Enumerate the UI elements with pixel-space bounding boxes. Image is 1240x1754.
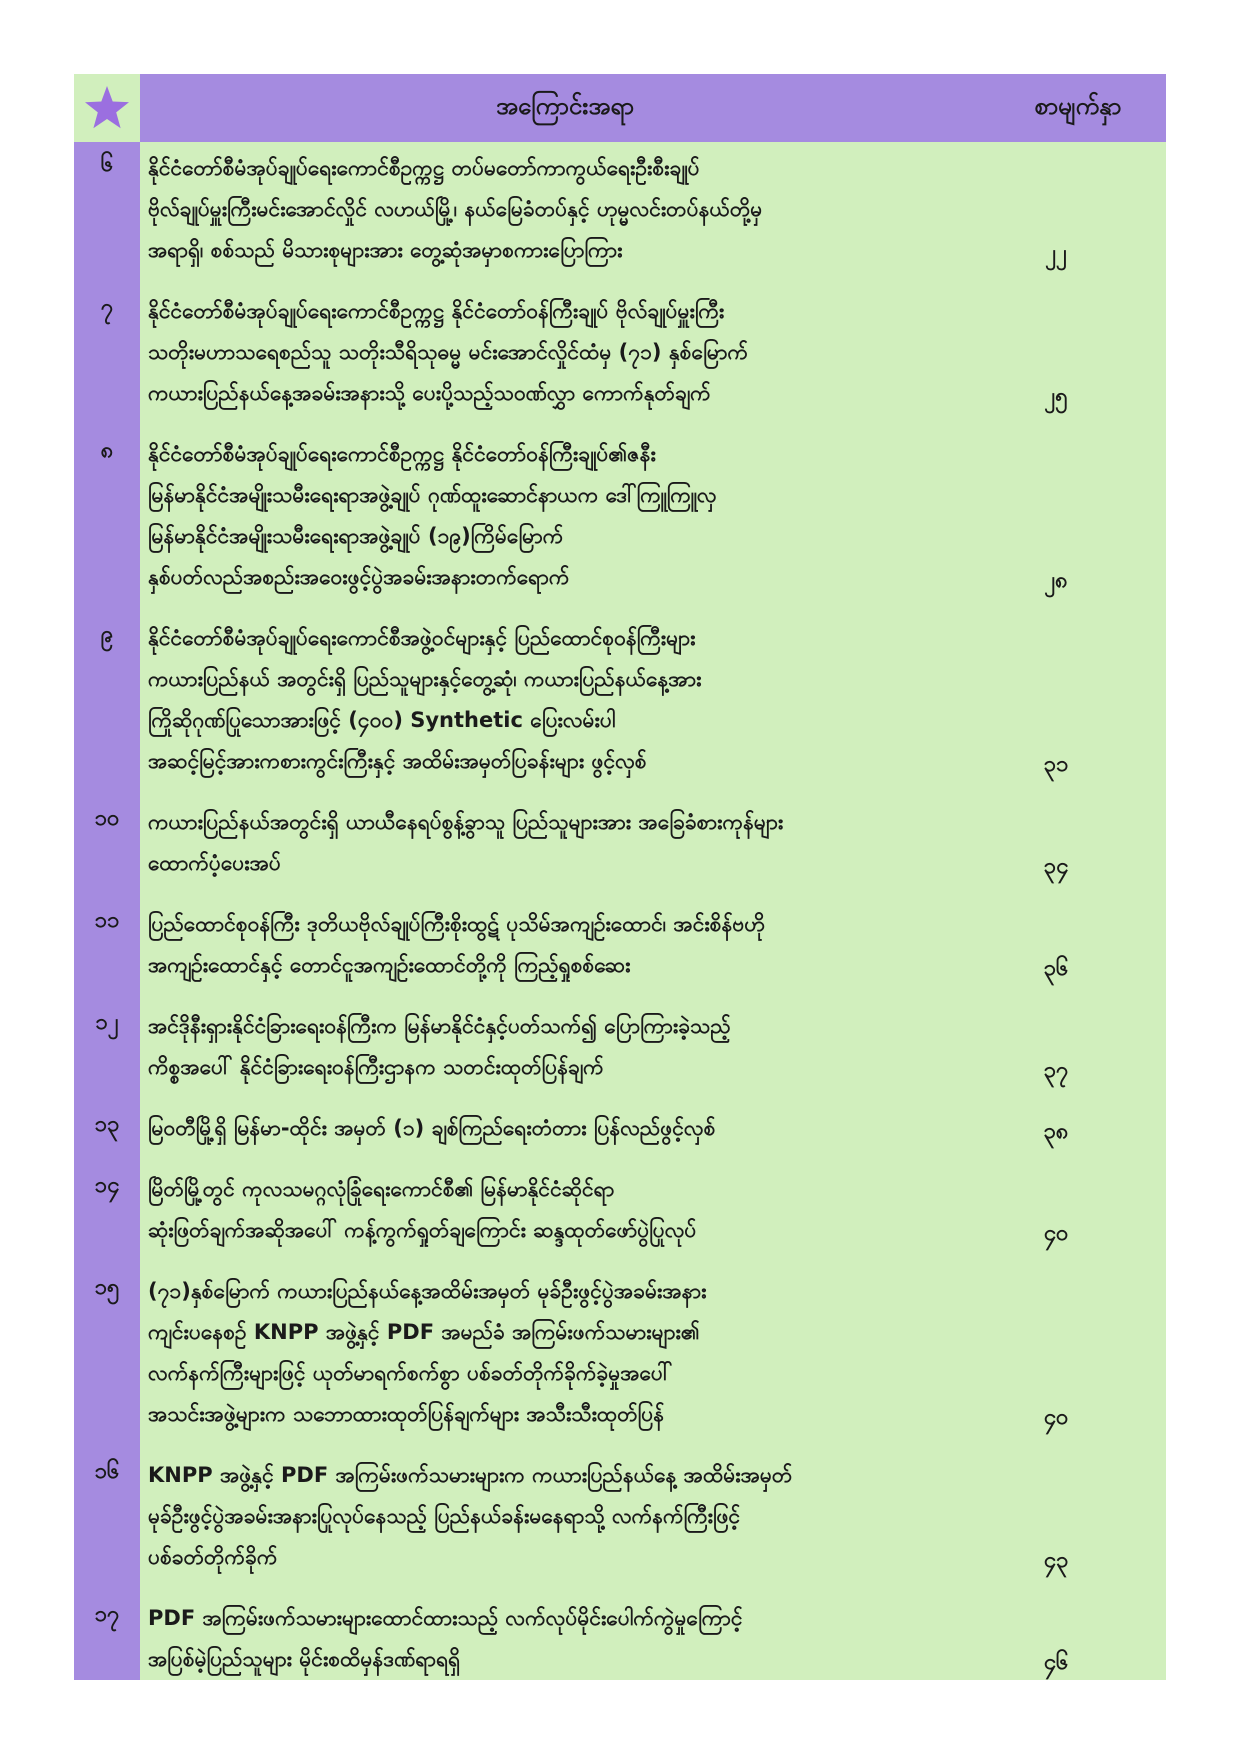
- contents-heading: အကြောင်းအရာ: [496, 92, 634, 120]
- entry-number: ၁၁: [94, 908, 120, 933]
- entry-title-line: အင်ဒိုနီးရှားနိုင်ငံခြားရေးဝန်ကြီးက မြန်မာနိုင်ငံနှင့်ပတ်သက်၍ ပြောကြားခဲ့သည့်: [148, 1014, 731, 1038]
- star-icon: [82, 83, 132, 133]
- entry-title-line: လက်နက်ကြီးများဖြင့် ယုတ်မာရက်စက်စွာ ပစ်ခတ်တိုက်ခိုက်ခဲ့မှုအပေါ်: [148, 1361, 673, 1385]
- entry-number: ၉: [100, 622, 114, 647]
- entry-number: ၇: [100, 295, 114, 320]
- entry-title-line: အကျဉ်းထောင်နှင့် တောင်ငူအကျဉ်းထောင်တို့ကို ကြည့်ရှုစစ်ဆေး: [148, 953, 631, 977]
- entry-title-line: ကြိုဆိုဂုဏ်ပြုသောအားဖြင့် (၄၀၀) Synthetic ပြေးလမ်းပါ: [148, 708, 616, 732]
- entry-page-number: ၂၅: [1044, 384, 1068, 409]
- entry-title: [148, 148, 988, 271]
- entry-title: [148, 1455, 988, 1578]
- toc-entry: [74, 614, 1166, 782]
- entry-page-number: ၃၆: [1043, 956, 1069, 981]
- star-cell: [74, 74, 140, 142]
- entry-title-line: နှစ်ပတ်လည်အစည်းအဝေးဖွင့်ပွဲအခမ်းအနားတက်ရောက်: [148, 565, 570, 589]
- entry-title-line: ကယားပြည်နယ် အတွင်းရှိ ပြည်သူများနှင့်တွေ့ဆုံ၊ ကယားပြည်နယ်နေ့အား: [148, 667, 702, 691]
- entry-title-line: သတိုးမဟာသရေစည်သူ သတိုးသီရိသုဓမ္မ မင်းအောင်လှိုင်ထံမှ (၇၁) နှစ်မြောက်: [148, 340, 748, 364]
- entry-page-number: ၃၇: [1043, 1058, 1069, 1083]
- entry-number: ၁၃: [94, 1112, 120, 1137]
- toc-entry: [74, 1002, 1166, 1088]
- entry-title-line: မြဝတီမြို့ရှိ မြန်မာ-ထိုင်း အမှတ် (၁) ချစ်ကြည်ရေးတံတား ပြန်လည်ဖွင့်လှစ်: [148, 1116, 716, 1140]
- entry-title-line: ကိစ္စအပေါ် နိုင်ငံခြားရေးဝန်ကြီးဌာနက သတင်းထုတ်ပြန်ချက်: [148, 1055, 604, 1079]
- toc-header: [74, 74, 1166, 142]
- entry-number: ၁၇: [94, 1602, 120, 1627]
- entry-title-line: ပြည်ထောင်စုဝန်ကြီး ဒုတိယဗိုလ်ချုပ်ကြီးစိုးထွဋ် ပုသိမ်အကျဉ်းထောင်၊ အင်းစိန်ဗဟို: [148, 912, 765, 936]
- entry-page-number: ၃၈: [1043, 1119, 1069, 1144]
- entry-title-line: ဆုံးဖြတ်ချက်အဆိုအပေါ် ကန့်ကွက်ရှုတ်ချကြောင်း ဆန္ဒထုတ်ဖော်ပွဲပြုလုပ်: [148, 1218, 697, 1242]
- toc-entry: [74, 1594, 1166, 1680]
- toc-entry: [74, 1104, 1166, 1149]
- toc-entry: [74, 798, 1166, 884]
- toc-entry: [74, 144, 1166, 271]
- entry-title-line: အရာရှိ၊ စစ်သည် မိသားစုများအား တွေ့ဆုံအမှာစကားပြောကြား: [148, 238, 623, 262]
- entry-title-line: နိုင်ငံတော်စီမံအုပ်ချုပ်ရေးကောင်စီဥက္ကဋ္ဌ နိုင်ငံတော်ဝန်ကြီးချုပ်၏ဇနီး: [148, 442, 656, 466]
- entry-title-line: နိုင်ငံတော်စီမံအုပ်ချုပ်ရေးကောင်စီအဖွဲ့ဝင်များနှင့် ပြည်ထောင်စုဝန်ကြီးများ: [148, 626, 696, 650]
- entry-title-line: မြန်မာနိုင်ငံအမျိုးသမီးရေးရာအဖွဲ့ချုပ် (၁၉)ကြိမ်မြောက်: [148, 524, 564, 548]
- entry-page-number: ၄၀: [1043, 1405, 1069, 1430]
- entry-number: ၆: [100, 152, 114, 177]
- entry-title-line: နိုင်ငံတော်စီမံအုပ်ချုပ်ရေးကောင်စီဥက္ကဋ္ဌ နိုင်ငံတော်ဝန်ကြီးချုပ် ဗိုလ်ချုပ်မှူးကြီး: [148, 299, 725, 323]
- entry-title: [148, 802, 988, 884]
- entry-number: ၁၆: [94, 1459, 120, 1484]
- entry-title: [148, 1169, 988, 1251]
- toc-entry: [74, 1267, 1166, 1435]
- entry-title-line: အပြစ်မဲ့ပြည်သူများ မိုင်းစထိမှန်ဒဏ်ရာရရှိ: [148, 1647, 461, 1671]
- toc-entry: [74, 1165, 1166, 1251]
- entry-page-number: ၂၈: [1044, 568, 1068, 593]
- entry-title-line: အသင်းအဖွဲ့များက သဘောထားထုတ်ပြန်ချက်များ အသီးသီးထုတ်ပြန်: [148, 1402, 665, 1426]
- entry-page-number: ၄၃: [1043, 1548, 1069, 1573]
- entry-title: [148, 1108, 988, 1149]
- toc-entry: [74, 1451, 1166, 1578]
- table-of-contents: [74, 74, 1166, 1680]
- entry-title-line: ကယားပြည်နယ်နေ့အခမ်းအနားသို့ ပေးပို့သည့်သဝဏ်လွှာ ကောက်နုတ်ချက်: [148, 381, 711, 405]
- entry-title: [148, 434, 988, 598]
- toc-entry: [74, 430, 1166, 598]
- entry-page-number: ၂၂: [1045, 241, 1067, 266]
- entry-page-number: ၄၀: [1043, 1221, 1069, 1246]
- entry-title: [148, 618, 988, 782]
- entry-title-line: ထောက်ပံ့ပေးအပ်: [148, 851, 281, 875]
- entry-title: [148, 291, 988, 414]
- entry-title-line: မုခ်ဦးဖွင့်ပွဲအခမ်းအနားပြုလုပ်နေသည့် ပြည်နယ်ခန်းမနေရာသို့ လက်နက်ကြီးဖြင့်: [148, 1504, 741, 1528]
- entry-title-line: KNPP အဖွဲ့နှင့် PDF အကြမ်းဖက်သမားများက ကယားပြည်နယ်နေ့ အထိမ်းအမှတ်: [148, 1463, 793, 1487]
- entry-title-line: အဆင့်မြင့်အားကစားကွင်းကြီးနှင့် အထိမ်းအမှတ်ပြခန်းများ ဖွင့်လှစ်: [148, 749, 647, 773]
- entry-page-number: ၃၁: [1043, 752, 1069, 777]
- entry-number: ၁၀: [94, 806, 120, 831]
- entry-title-line: မြန်မာနိုင်ငံအမျိုးသမီးရေးရာအဖွဲ့ချုပ် ဂုဏ်ထူးဆောင်နာယက ဒေါ်ကြူကြူလှ: [148, 483, 717, 507]
- toc-body: [74, 142, 1166, 1680]
- entry-title: [148, 1598, 988, 1680]
- entry-title-line: (၇၁)နှစ်မြောက် ကယားပြည်နယ်နေ့အထိမ်းအမှတ် မုခ်ဦးဖွင့်ပွဲအခမ်းအနား: [148, 1279, 707, 1303]
- entry-number: ၈: [100, 438, 114, 463]
- toc-entry: [74, 900, 1166, 986]
- page-number-heading: စာမျက်နှာ: [1034, 92, 1122, 120]
- entry-title-line: PDF အကြမ်းဖက်သမားများထောင်ထားသည့် လက်လုပ်မိုင်းပေါက်ကွဲမှုကြောင့်: [148, 1606, 743, 1630]
- entry-title-line: ဗိုလ်ချုပ်မှူးကြီးမင်းအောင်လှိုင် လဟယ်မြို့၊ နယ်မြေခံတပ်နှင့် ဟုမ္မလင်းတပ်နယ်တို့မှ: [148, 197, 763, 221]
- entry-title: [148, 1006, 988, 1088]
- toc-entry: [74, 287, 1166, 414]
- entry-title: [148, 1271, 988, 1435]
- entry-title-line: နိုင်ငံတော်စီမံအုပ်ချုပ်ရေးကောင်စီဥက္ကဋ္ဌ တပ်မတော်ကာကွယ်ရေးဦးစီးချုပ်: [148, 156, 700, 180]
- entry-number: ၁၄: [94, 1173, 120, 1198]
- entry-title-line: ကယားပြည်နယ်အတွင်းရှိ ယာယီနေရပ်စွန့်ခွာသူ ပြည်သူများအား အခြေခံစားကုန်များ: [148, 810, 784, 834]
- entry-title-line: မြိတ်မြို့တွင် ကုလသမဂ္ဂလုံခြုံရေးကောင်စီ၏ မြန်မာနိုင်ငံဆိုင်ရာ: [148, 1177, 615, 1201]
- entry-title-line: ပစ်ခတ်တိုက်ခိုက်: [148, 1545, 278, 1569]
- entry-number: ၁၂: [95, 1010, 119, 1035]
- entry-number: ၁၅: [94, 1275, 120, 1300]
- entry-page-number: ၃၄: [1043, 854, 1069, 879]
- entry-page-number: ၄၆: [1043, 1650, 1069, 1675]
- entry-title: [148, 904, 988, 986]
- entry-title-line: ကျင်းပနေစဉ် KNPP အဖွဲ့နှင့် PDF အမည်ခံ အကြမ်းဖက်သမားများ၏: [148, 1320, 700, 1344]
